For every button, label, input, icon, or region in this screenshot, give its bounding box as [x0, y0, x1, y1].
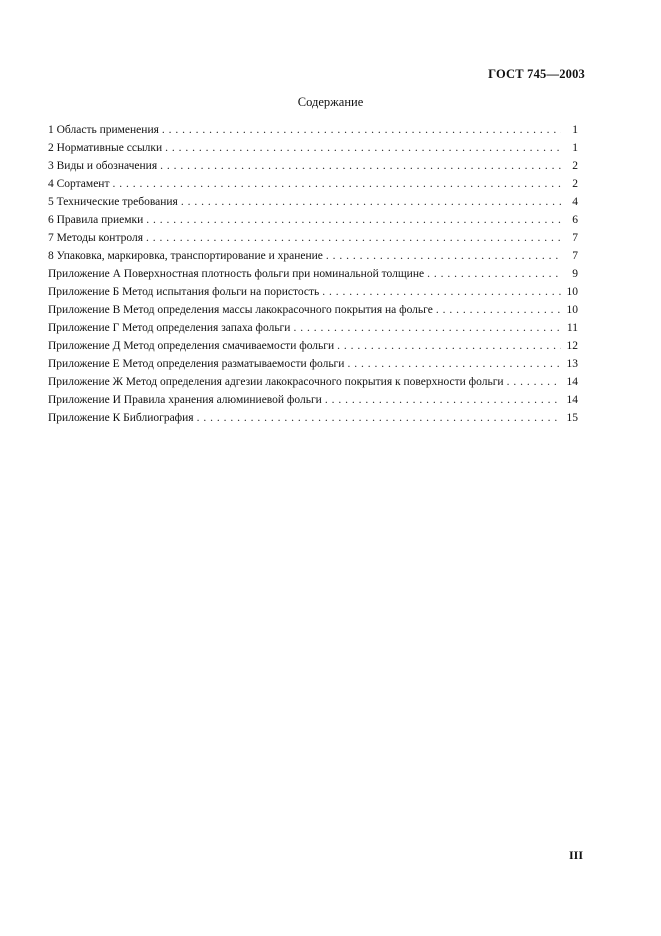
leader-dots — [325, 391, 561, 409]
toc-entry-title: Приложение Е Метод определения разматываемости фольги — [48, 358, 345, 370]
toc-entry[interactable] — [48, 139, 578, 157]
toc-entry[interactable] — [48, 283, 578, 301]
toc-entry-title: Приложение Д Метод определения смачиваемости фольги — [48, 340, 335, 352]
toc-entry[interactable] — [48, 193, 578, 211]
table-of-contents — [48, 121, 578, 427]
toc-entry-page: 6 — [572, 214, 578, 226]
toc-entry[interactable] — [48, 391, 578, 409]
toc-entry-page: 13 — [566, 358, 578, 370]
toc-title: Содержание — [297, 95, 364, 109]
leader-dots — [112, 175, 561, 193]
leader-dots — [160, 157, 561, 175]
leader-dots — [293, 319, 561, 337]
toc-entry[interactable] — [48, 337, 578, 355]
toc-entry-page: 2 — [572, 160, 578, 172]
toc-entry-page: 10 — [566, 304, 578, 316]
leader-dots — [337, 337, 561, 355]
leader-dots — [197, 409, 561, 427]
toc-entry[interactable] — [48, 301, 578, 319]
toc-entry-title: Приложение Б Метод испытания фольги на пористость — [48, 286, 320, 298]
toc-entry-title: 2 Нормативные ссылки — [48, 142, 163, 154]
leader-dots — [162, 121, 561, 139]
document-code: ГОСТ 745—2003 — [488, 67, 585, 81]
toc-entry[interactable] — [48, 211, 578, 229]
toc-entry-title: 3 Виды и обозначения — [48, 160, 158, 172]
leader-dots — [507, 373, 561, 391]
toc-entry[interactable] — [48, 121, 578, 139]
toc-entry-title: Приложение Г Метод определения запаха фольги — [48, 322, 291, 334]
toc-entry-title: 1 Область применения — [48, 124, 159, 136]
toc-entry-page: 7 — [572, 232, 578, 244]
leader-dots — [436, 301, 561, 319]
toc-entry[interactable] — [48, 373, 578, 391]
toc-entry-title: 6 Правила приемки — [48, 214, 144, 226]
leader-dots — [347, 355, 561, 373]
toc-entry-title: 8 Упаковка, маркировка, транспортирование и хранение — [48, 250, 323, 262]
toc-entry-title: Приложение В Метод определения массы лакокрасочного покрытия на фольге — [48, 304, 433, 316]
leader-dots — [146, 211, 561, 229]
page-number: III — [568, 848, 583, 862]
toc-entry-page: 14 — [566, 394, 578, 406]
toc-entry-page: 11 — [566, 322, 578, 334]
toc-entry[interactable] — [48, 319, 578, 337]
toc-entry-page: 1 — [572, 142, 578, 154]
toc-entry[interactable] — [48, 355, 578, 373]
toc-entry-page: 12 — [566, 340, 578, 352]
toc-entry[interactable] — [48, 409, 578, 427]
toc-entry-page: 15 — [566, 412, 578, 424]
toc-entry[interactable] — [48, 265, 578, 283]
toc-entry[interactable] — [48, 157, 578, 175]
toc-entry-title: Приложение К Библиография — [48, 412, 194, 424]
toc-entry[interactable] — [48, 229, 578, 247]
toc-entry-page: 9 — [572, 268, 578, 280]
toc-entry-title: 4 Сортамент — [48, 178, 110, 190]
toc-entry-title: 5 Технические требования — [48, 196, 178, 208]
toc-entry-page: 1 — [572, 124, 578, 136]
toc-entry-title: 7 Методы контроля — [48, 232, 143, 244]
toc-entry-page: 7 — [572, 250, 578, 262]
leader-dots — [165, 139, 561, 157]
toc-entry-title: Приложение Ж Метод определения адгезии лакокрасочного покрытия к поверхности фольги — [48, 376, 504, 388]
leader-dots — [146, 229, 561, 247]
toc-entry-title: Приложение И Правила хранения алюминиевой фольги — [48, 394, 322, 406]
leader-dots — [322, 283, 561, 301]
toc-entry-title: Приложение А Поверхностная плотность фольги при номинальной толщине — [48, 268, 425, 280]
leader-dots — [427, 265, 561, 283]
toc-entry-page: 14 — [566, 376, 578, 388]
toc-entry-page: 4 — [572, 196, 578, 208]
leader-dots — [326, 247, 561, 265]
toc-entry-page: 10 — [566, 286, 578, 298]
toc-entry-page: 2 — [572, 178, 578, 190]
leader-dots — [181, 193, 561, 211]
toc-entry[interactable] — [48, 175, 578, 193]
toc-entry[interactable] — [48, 247, 578, 265]
